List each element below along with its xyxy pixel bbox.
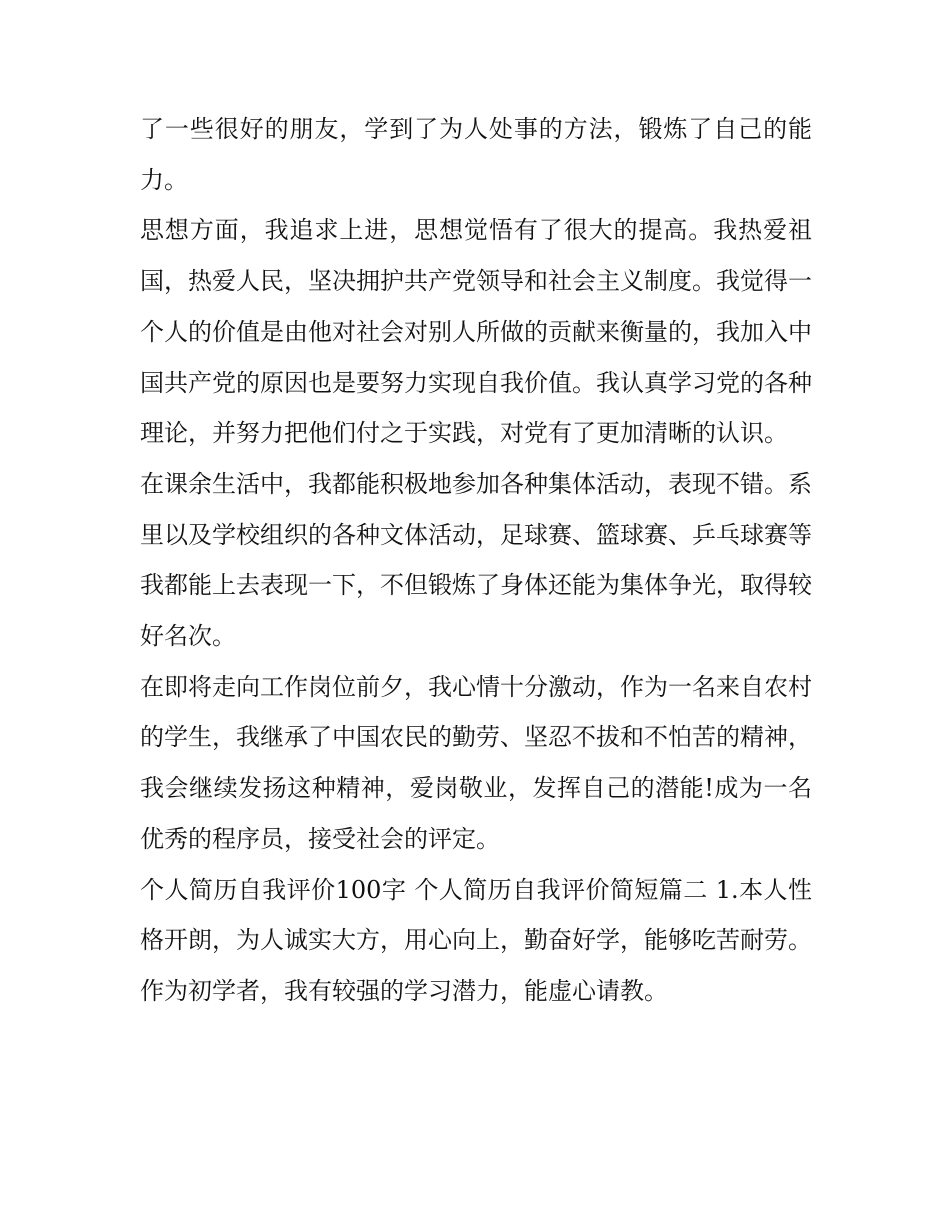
paragraph-learning-potential: 作为初学者，我有较强的学习潜力，能虚心请教。 (140, 976, 668, 1005)
paragraph-ideology: 思想方面，我追求上进，思想觉悟有了很大的提高。我热爱祖国，热爱人民，坚决拥护共产党领导和社会主义制度。我觉得一个人的价值是由他对社会对别人所做的贡献来衡量的，我加入中国共产党的原因也是要努力实现自我价值。我认真学习党的各种理论，并努力把他们付之于实践，对党有了更加清晰的认识。 (140, 216, 812, 448)
paragraph-extracurricular: 在课余生活中，我都能积极地参加各种集体活动，表现不错。系里以及学校组织的各种文体活动，足球赛、篮球赛、乒乓球赛等我都能上去表现一下，不但锻炼了身体还能为集体争光，取得较好名次。 (140, 469, 812, 651)
paragraph-friends-ability: 了一些很好的朋友，学到了为人处事的方法，锻炼了自己的能力。 (140, 115, 812, 194)
paragraph-self-evaluation-heading: 个人简历自我评价100字 个人简历自我评价简短篇二 1.本人性格开朗，为人诚实大方，用心向上，勤奋好学，能够吃苦耐劳。 (140, 875, 812, 955)
paragraph-career-outlook: 在即将走向工作岗位前夕，我心情十分激动，作为一名来自农村的学生，我继承了中国农民的勤劳、坚忍不拔和不怕苦的精神，我会继续发扬这种精神，爱岗敬业，发挥自己的潜能!成为一名优秀的程序员，接受社会的评定。 (140, 672, 812, 853)
document-body (140, 104, 812, 1017)
